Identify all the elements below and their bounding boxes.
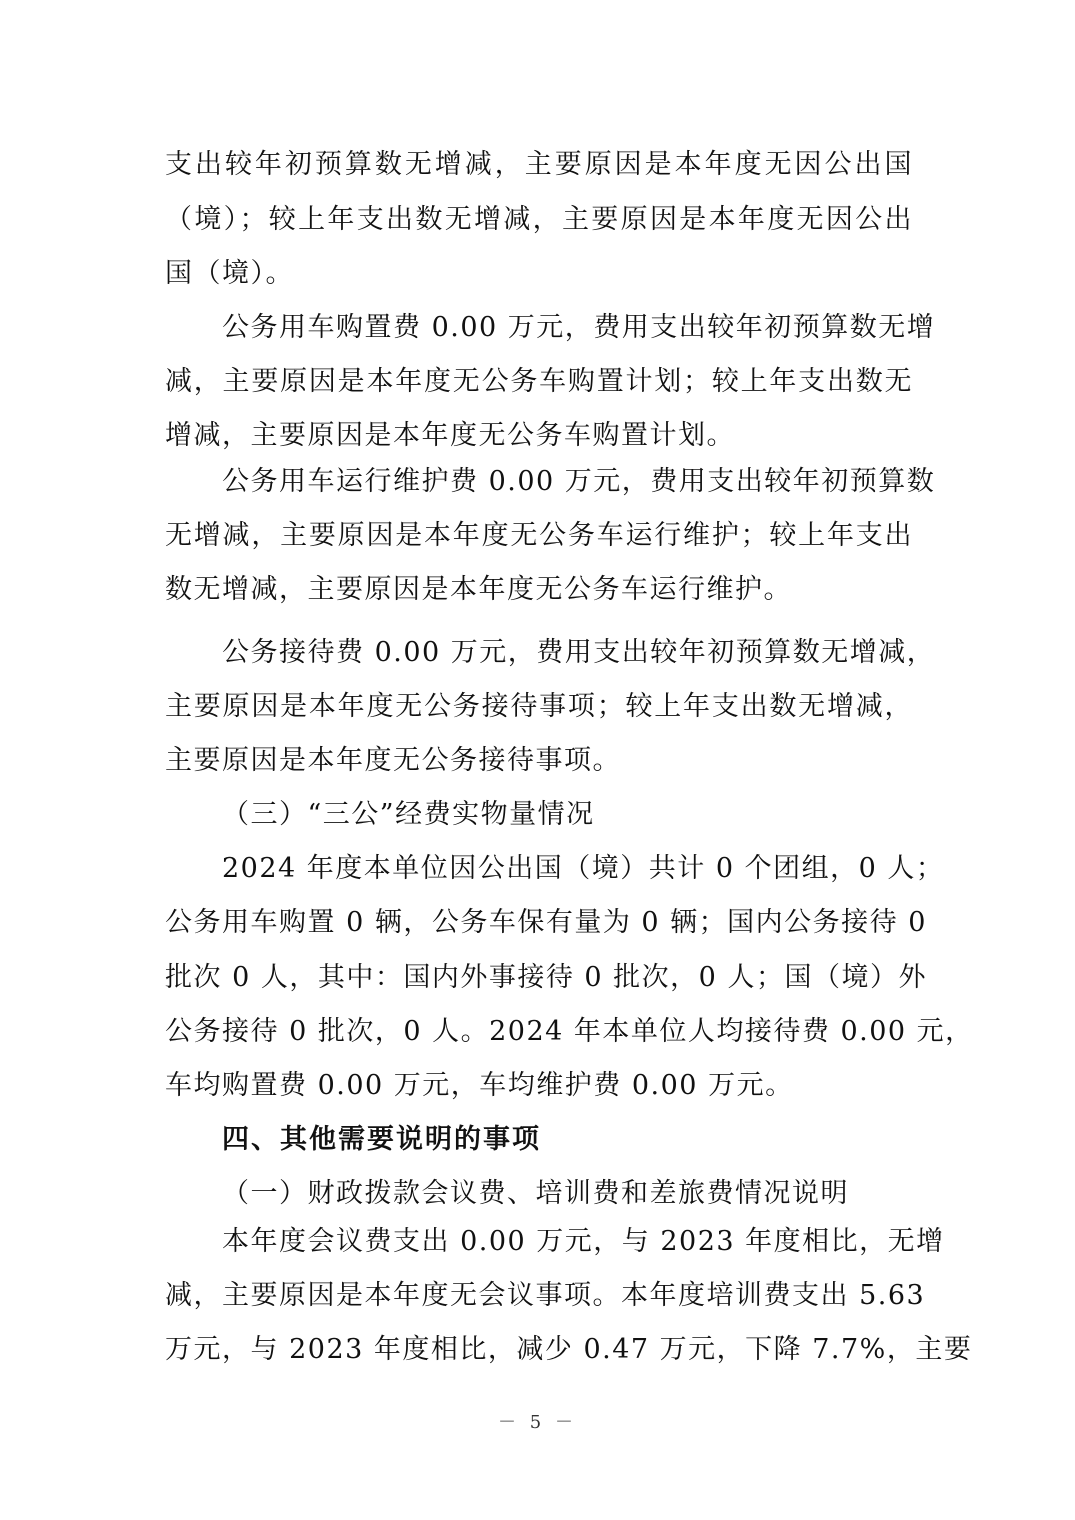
- body-text-line: 本年度会议费支出 0.00 万元，与 2023 年度相比，无增: [222, 1226, 945, 1257]
- body-text-line: 主要原因是本年度无公务接待事项。: [165, 745, 621, 776]
- body-text-line: 减，主要原因是本年度无会议事项。本年度培训费支出 5.63: [165, 1280, 926, 1311]
- section-heading: 四、其他需要说明的事项: [222, 1124, 541, 1155]
- body-text-line: 公务用车购置费 0.00 万元，费用支出较年初预算数无增: [222, 312, 936, 343]
- body-text-line: 主要原因是本年度无公务接待事项；较上年支出数无增减，: [165, 691, 913, 722]
- section-subheading: （三）“三公”经费实物量情况: [222, 799, 595, 830]
- page-number: － 5 －: [498, 1412, 577, 1433]
- body-text-line: 公务接待 0 批次，0 人。2024 年本单位人均接待费 0.00 元，: [165, 1016, 974, 1047]
- body-text-line: 2024 年度本单位因公出国（境）共计 0 个团组，0 人；: [222, 853, 945, 884]
- body-text-line: 万元，与 2023 年度相比，减少 0.47 万元，下降 7.7%，主要: [165, 1334, 973, 1365]
- body-text-line: 国（境）。: [165, 258, 294, 289]
- body-text-line: 无增减，主要原因是本年度无公务车运行维护；较上年支出: [165, 520, 913, 551]
- body-text-line: 公务接待费 0.00 万元，费用支出较年初预算数无增减，: [222, 637, 936, 668]
- body-text-line: 公务用车运行维护费 0.00 万元，费用支出较年初预算数: [222, 466, 936, 497]
- body-text-line: （境）；较上年支出数无增减，主要原因是本年度无因公出: [165, 204, 913, 235]
- body-text-line: 车均购置费 0.00 万元，车均维护费 0.00 万元。: [165, 1070, 794, 1101]
- body-text-line: 减，主要原因是本年度无公务车购置计划；较上年支出数无: [165, 366, 913, 397]
- body-text-line: 批次 0 人，其中：国内外事接待 0 批次，0 人；国（境）外: [165, 962, 927, 993]
- body-text-line: 公务用车购置 0 辆，公务车保有量为 0 辆；国内公务接待 0: [165, 907, 927, 938]
- section-subheading: （一）财政拨款会议费、培训费和差旅费情况说明: [222, 1178, 849, 1209]
- body-text-line: 增减，主要原因是本年度无公务车购置计划。: [165, 420, 735, 451]
- body-text-line: 支出较年初预算数无增减，主要原因是本年度无因公出国: [165, 149, 913, 180]
- body-text-line: 数无增减，主要原因是本年度无公务车运行维护。: [165, 574, 792, 605]
